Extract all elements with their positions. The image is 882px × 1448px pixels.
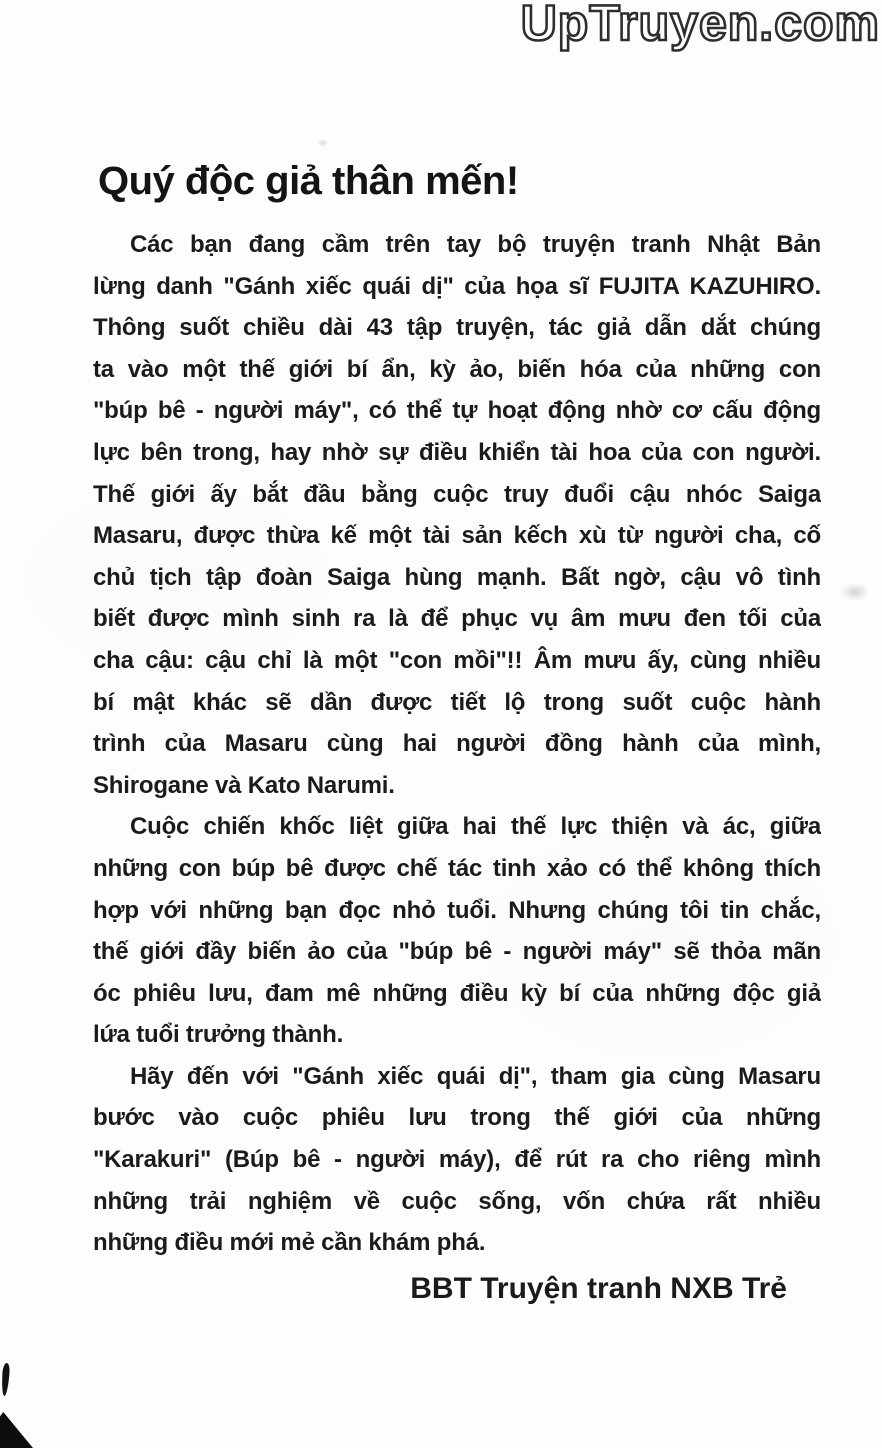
- text-line: lừng danh "Gánh xiếc quái dị" của họa sĩ FUJITA KAZUHIRO.: [93, 272, 821, 300]
- publisher-signature: BBT Truyện tranh NXB Trẻ: [410, 1272, 787, 1305]
- text-line: Hãy đến với "Gánh xiếc quái dị", tham gia cùng Masaru: [130, 1062, 821, 1090]
- text-line: lứa tuổi trưởng thành.: [93, 1021, 344, 1049]
- text-line: trình của Masaru cùng hai người đồng hành của mình,: [93, 730, 821, 758]
- scan-smudge: [318, 139, 328, 147]
- text-line: thế giới đầy biến ảo của "búp bê - người máy" sẽ thỏa mãn: [93, 938, 821, 966]
- page-title: Quý độc giả thân mến!: [98, 158, 519, 203]
- site-watermark: UpTruyen.com: [520, 0, 880, 51]
- text-line: những điều mới mẻ cần khám phá.: [93, 1229, 486, 1257]
- corner-triangle-mark: [0, 1412, 33, 1448]
- text-line: Cuộc chiến khốc liệt giữa hai thế lực thiện và ác, giữa: [130, 813, 821, 841]
- text-line: "Karakuri" (Búp bê - người máy), để rút ra cho riêng mình: [93, 1146, 821, 1174]
- text-line: "búp bê - người máy", có thể tự hoạt động nhờ cơ cấu động: [93, 397, 821, 425]
- scan-smudge: [840, 583, 870, 601]
- text-line: Masaru, được thừa kế một tài sản kếch xù từ người cha, cố: [93, 522, 821, 550]
- text-line: cha cậu: cậu chỉ là một "con mồi"!! Âm mưu ấy, cùng nhiều: [93, 646, 821, 674]
- letter-body: [93, 224, 821, 1264]
- ink-mark: [1, 1363, 10, 1396]
- text-line: Thông suốt chiều dài 43 tập truyện, tác giả dẫn dắt chúng: [93, 314, 821, 342]
- text-line: biết được mình sinh ra là để phục vụ âm mưu đen tối của: [93, 605, 821, 633]
- text-line: Thế giới ấy bắt đầu bằng cuộc truy đuổi cậu nhóc Saiga: [93, 480, 821, 508]
- text-line: Các bạn đang cầm trên tay bộ truyện tranh Nhật Bản: [130, 231, 821, 258]
- text-line: chủ tịch tập đoàn Saiga hùng mạnh. Bất ngờ, cậu vô tình: [93, 563, 821, 591]
- text-line: bí mật khác sẽ dần được tiết lộ trong suốt cuộc hành: [93, 688, 821, 716]
- text-line: ta vào một thế giới bí ẩn, kỳ ảo, biến hóa của những con: [93, 355, 821, 383]
- text-line: những con búp bê được chế tác tinh xảo có thể không thích: [93, 854, 821, 882]
- text-line: lực bên trong, hay nhờ sự điều khiển tài hoa của con người.: [93, 438, 821, 466]
- text-line: hợp với những bạn đọc nhỏ tuổi. Nhưng chúng tôi tin chắc,: [93, 896, 821, 924]
- text-line: bước vào cuộc phiêu lưu trong thế giới của những: [93, 1104, 821, 1132]
- text-line: Shirogane và Kato Narumi.: [93, 771, 395, 799]
- text-line: óc phiêu lưu, đam mê những điều kỳ bí của những độc giả: [93, 979, 821, 1007]
- text-line: những trải nghiệm về cuộc sống, vốn chứa rất nhiều: [93, 1187, 821, 1215]
